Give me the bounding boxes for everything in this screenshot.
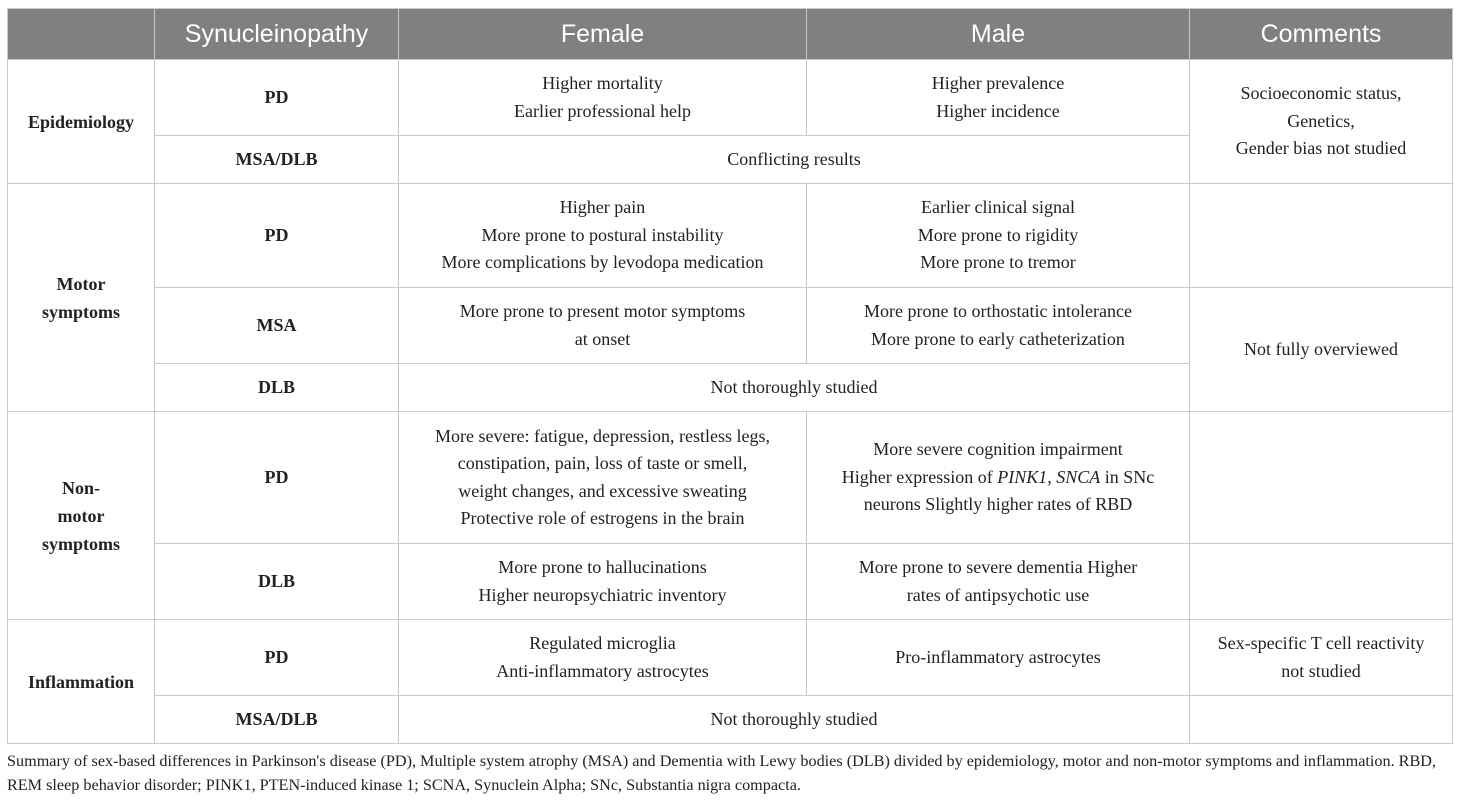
motor-pd-male xyxy=(807,184,1190,288)
cell-line: More prone to hallucinations xyxy=(498,557,707,577)
row-label-pd: PD xyxy=(155,184,399,288)
cell-line: Higher pain xyxy=(559,197,646,218)
table-row xyxy=(8,620,1453,696)
cell-line: Higher neuropsychiatric inventory xyxy=(478,584,727,605)
cell-line: More prone to postural instability xyxy=(481,224,724,245)
cell-line: Genetics, xyxy=(1287,110,1355,131)
category-line: symptoms xyxy=(41,301,120,322)
header-row xyxy=(8,9,1453,60)
epidemiology-comments xyxy=(1190,60,1453,184)
cell-line: not studied xyxy=(1281,660,1361,681)
table-row xyxy=(8,696,1453,744)
motor-pd-female xyxy=(399,184,807,288)
epidemiology-pd-female xyxy=(399,60,807,136)
text-run: Higher expression of xyxy=(841,466,998,487)
motor-msa-male xyxy=(807,288,1190,364)
motor-comments: Not fully overviewed xyxy=(1190,288,1453,412)
cell-line: More prone to severe dementia Higher xyxy=(858,557,1138,577)
nonmotor-pd-female xyxy=(399,412,807,544)
cell-line: Earlier clinical signal xyxy=(921,197,1075,218)
category-line: Motor xyxy=(56,273,106,294)
cell-line: Higher prevalence xyxy=(931,73,1065,93)
motor-dlb-both: Not thoroughly studied xyxy=(399,364,1190,412)
cell-line: Anti-inflammatory astrocytes xyxy=(496,660,709,681)
inflammation-pd-male: Pro-inflammatory astrocytes xyxy=(807,620,1190,696)
gene-names: PINK1, SNCA xyxy=(997,466,1101,487)
motor-msa-female xyxy=(399,288,807,364)
inflammation-msa-dlb-comment xyxy=(1190,696,1453,744)
inflammation-msa-dlb-both: Not thoroughly studied xyxy=(399,696,1190,744)
cell-line-mixed xyxy=(813,464,1183,492)
category-inflammation: Inflammation xyxy=(8,620,155,744)
cell-line: at onset xyxy=(574,328,631,349)
table-row xyxy=(8,544,1453,620)
row-label-msa-dlb: MSA/DLB xyxy=(155,696,399,744)
cell-line: Gender bias not studied xyxy=(1235,138,1407,159)
table-row xyxy=(8,288,1453,364)
cell-line: More prone to orthostatic intolerance xyxy=(864,301,1132,321)
category-motor-symptoms xyxy=(8,184,155,412)
category-line: symptoms xyxy=(41,533,120,554)
table-row xyxy=(8,184,1453,288)
cell-line: weight changes, and excessive sweating xyxy=(458,480,747,501)
table-row xyxy=(8,412,1453,544)
cell-line: constipation, pain, loss of taste or smell, xyxy=(457,453,748,473)
category-line: Non- xyxy=(61,477,100,498)
nonmotor-dlb-comment xyxy=(1190,544,1453,620)
cell-line: More prone to rigidity xyxy=(917,224,1079,245)
motor-pd-comment xyxy=(1190,184,1453,288)
table-row xyxy=(8,60,1453,136)
synucleinopathy-sex-differences-table xyxy=(7,8,1453,744)
cell-line: neurons Slightly higher rates of RBD xyxy=(863,494,1133,515)
header-corner xyxy=(8,9,155,60)
row-label-pd: PD xyxy=(155,412,399,544)
epidemiology-msa-dlb-both: Conflicting results xyxy=(399,136,1190,184)
nonmotor-dlb-female xyxy=(399,544,807,620)
cell-line: Higher mortality xyxy=(542,73,663,93)
header-comments: Comments xyxy=(1190,9,1453,60)
epidemiology-pd-male xyxy=(807,60,1190,136)
header-male: Male xyxy=(807,9,1190,60)
cell-line: More complications by levodopa medication xyxy=(441,252,764,273)
table-caption: Summary of sex-based differences in Parkinson's disease (PD), Multiple system atrophy (MSA) and Dementia with Lewy bodies (DLB) divided by epidemiology, motor and non-motor symptoms and inflammation. RBD, REM sleep behavior disorder; PINK1, PTEN-induced kinase 1; SCNA, Synuclein Alpha; SNc, Substantia nigra compacta. xyxy=(7,752,1436,794)
nonmotor-dlb-male xyxy=(807,544,1190,620)
category-non-motor-symptoms xyxy=(8,412,155,620)
row-label-msa: MSA xyxy=(155,288,399,364)
row-label-dlb: DLB xyxy=(155,544,399,620)
cell-line: More prone to tremor xyxy=(920,252,1076,273)
cell-line: More severe cognition impairment xyxy=(873,439,1123,460)
text-run: in SNc xyxy=(1100,466,1155,487)
nonmotor-pd-male xyxy=(807,412,1190,544)
row-label-msa-dlb: MSA/DLB xyxy=(155,136,399,184)
header-synucleinopathy: Synucleinopathy xyxy=(155,9,399,60)
header-female: Female xyxy=(399,9,807,60)
cell-line: More prone to present motor symptoms xyxy=(459,301,746,321)
row-label-dlb: DLB xyxy=(155,364,399,412)
category-line: motor xyxy=(57,505,105,526)
cell-line: Regulated microglia xyxy=(529,633,676,653)
inflammation-pd-comment xyxy=(1190,620,1453,696)
cell-line: Higher incidence xyxy=(936,100,1060,121)
category-epidemiology: Epidemiology xyxy=(8,60,155,184)
cell-line: Protective role of estrogens in the brain xyxy=(460,508,745,528)
nonmotor-pd-comment xyxy=(1190,412,1453,544)
cell-line: More severe: fatigue, depression, restless legs, xyxy=(435,425,770,446)
cell-line: Socioeconomic status, xyxy=(1240,83,1402,104)
cell-line: More prone to early catheterization xyxy=(871,328,1125,349)
inflammation-pd-female xyxy=(399,620,807,696)
cell-line: Earlier professional help xyxy=(514,100,691,121)
cell-line: rates of antipsychotic use xyxy=(906,584,1090,605)
row-label-pd: PD xyxy=(155,60,399,136)
row-label-pd: PD xyxy=(155,620,399,696)
cell-line: Sex-specific T cell reactivity xyxy=(1217,633,1425,653)
